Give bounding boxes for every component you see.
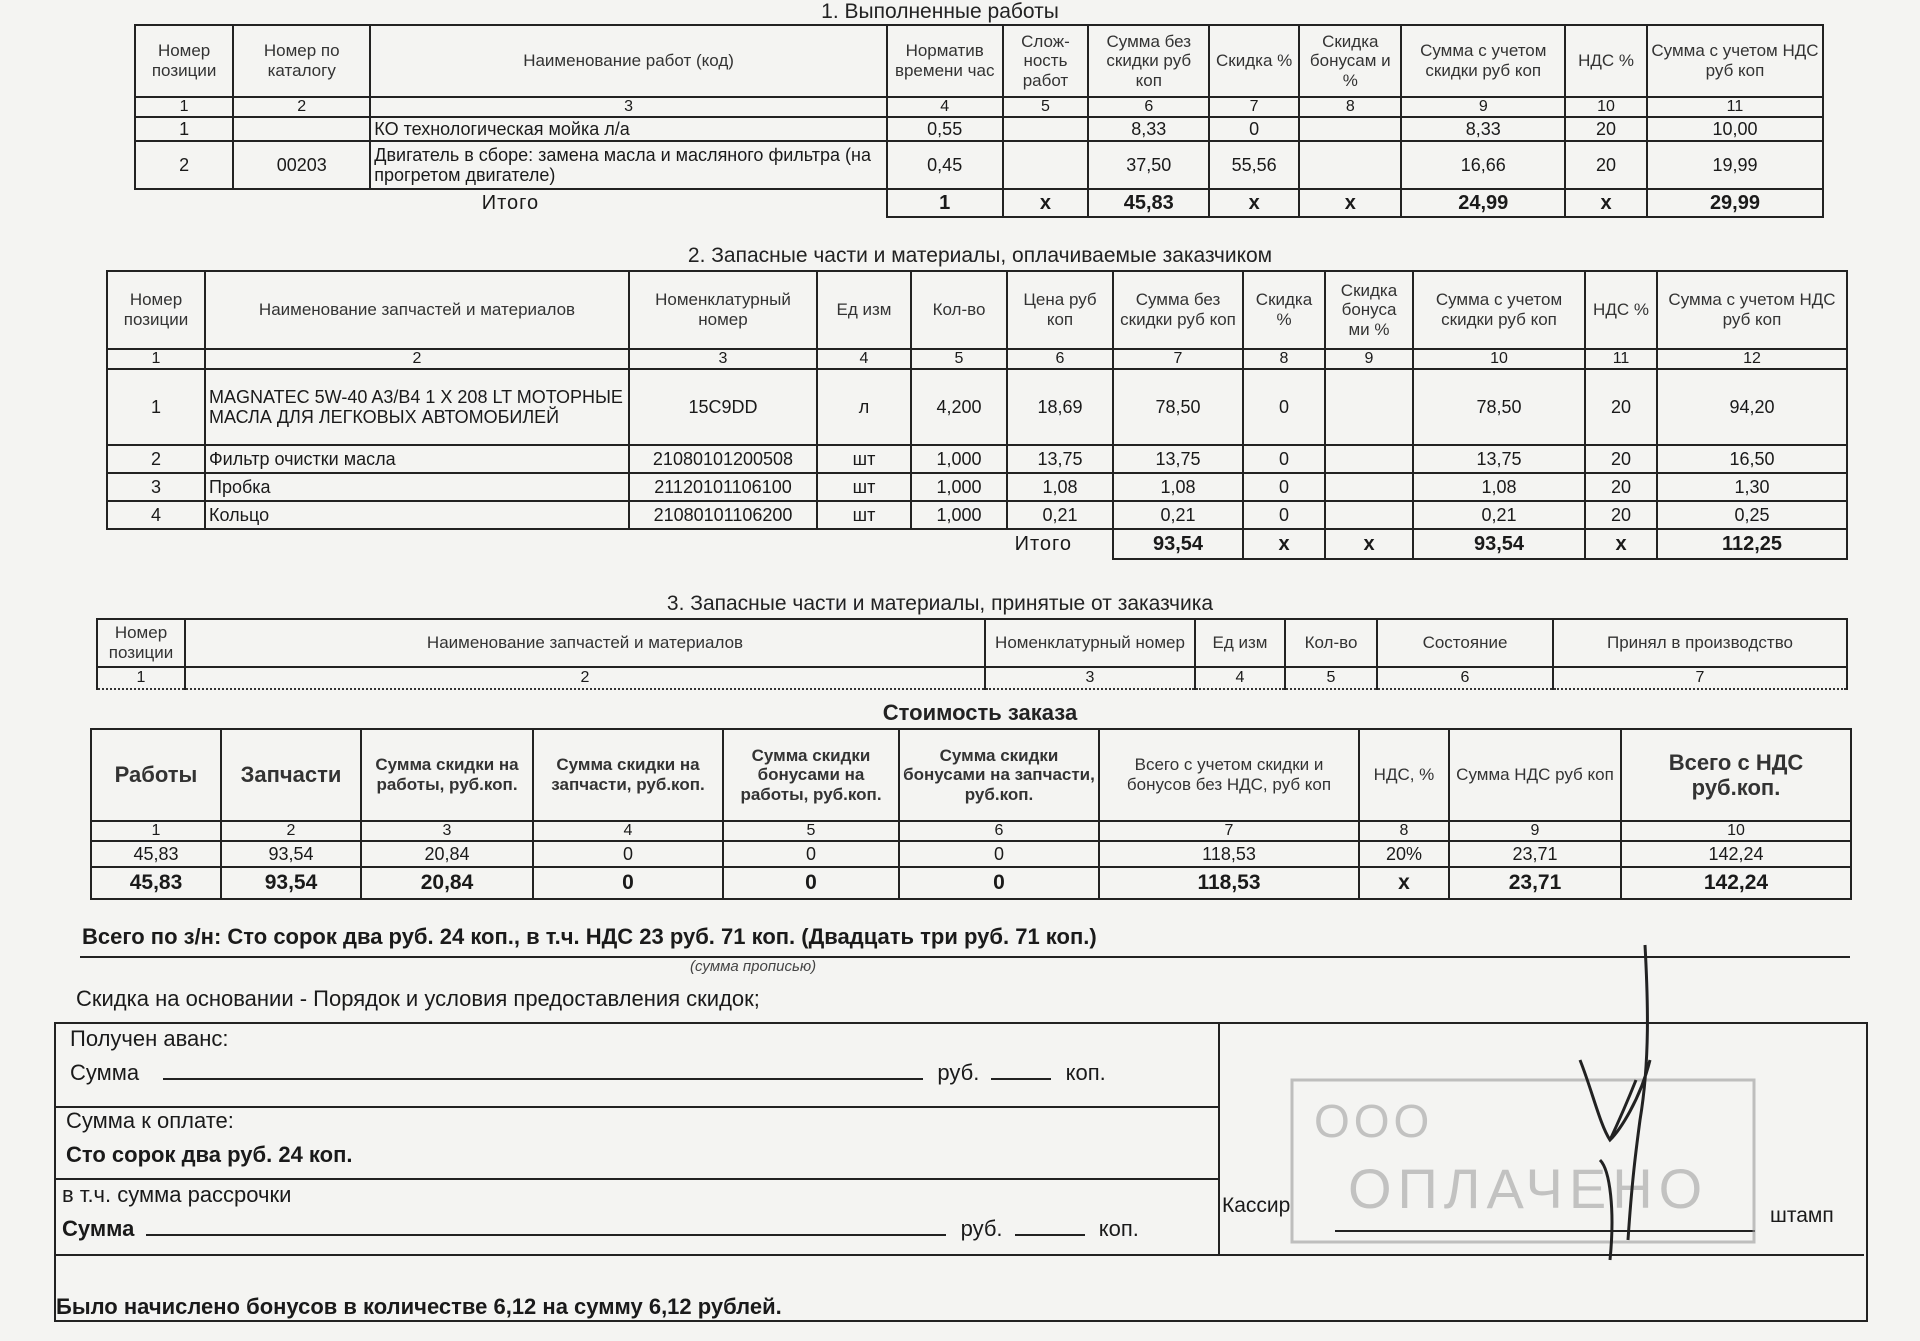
cell-time: 0,55 xyxy=(887,117,1003,141)
cell-sum: 13,75 xyxy=(1113,445,1243,473)
col-number: 2 xyxy=(205,349,629,369)
table-row xyxy=(107,369,1847,445)
table-row xyxy=(107,501,1847,529)
total-sum: 45,83 xyxy=(1088,189,1209,217)
section3-title: 3. Запасные части и материалы, принятые от заказчика xyxy=(666,592,1214,615)
total-vat: x xyxy=(1585,529,1657,559)
cell-sum: 78,50 xyxy=(1113,369,1243,445)
cell-sum-vat: 1,30 xyxy=(1657,473,1847,501)
divider xyxy=(54,1178,1218,1180)
cell-name: MAGNATEC 5W-40 A3/B4 1 X 208 LT МОТОРНЫЕ МАСЛА ДЛЯ ЛЕГКОВЫХ АВТОМОБИЛЕЙ xyxy=(205,369,629,445)
col-number: 7 xyxy=(1113,349,1243,369)
header-cell: Всего с НДС руб.коп. xyxy=(1621,729,1851,821)
col-number: 6 xyxy=(899,821,1099,841)
installment-sum-field[interactable] xyxy=(146,1216,946,1236)
header-cell: Принял в производство xyxy=(1553,619,1847,667)
total-complexity: x xyxy=(1003,189,1089,217)
cell-time: 0,45 xyxy=(887,141,1003,189)
cell-discount: 0 xyxy=(1243,445,1325,473)
signature-icon xyxy=(1540,940,1720,1270)
parts-table xyxy=(106,270,1848,560)
total-discount: x xyxy=(1243,529,1325,559)
header-cell: Сумма скидки бонусами на работы, руб.коп. xyxy=(723,729,899,821)
cell-bonus xyxy=(1325,501,1413,529)
advance-label: Получен аванс: xyxy=(70,1026,229,1051)
advance-sum-row xyxy=(70,1060,1106,1086)
cost-cell: 0 xyxy=(899,841,1099,867)
cost-cell: 45,83 xyxy=(91,841,221,867)
col-number: 1 xyxy=(91,821,221,841)
cell-pos: 3 xyxy=(107,473,205,501)
header-cell: Номер позиции xyxy=(107,271,205,349)
header-cell: НДС % xyxy=(1585,271,1657,349)
col-number: 11 xyxy=(1647,97,1823,117)
col-number: 3 xyxy=(629,349,817,369)
col-number: 6 xyxy=(1088,97,1209,117)
total-in-words: Всего по з/н: Сто сорок два руб. 24 коп., в т.ч. НДС 23 руб. 71 коп. (Двадцать три руб. 71 коп.) xyxy=(82,924,1097,949)
header-cell: Работы xyxy=(91,729,221,821)
col-number: 1 xyxy=(107,349,205,369)
cost-total-cell: x xyxy=(1359,867,1449,899)
stamp-label: штамп xyxy=(1770,1204,1834,1227)
stamp-text-top: ООО xyxy=(1314,1095,1434,1147)
cell-bonus xyxy=(1325,369,1413,445)
cell-discount: 55,56 xyxy=(1209,141,1299,189)
cell-sum-vat: 0,25 xyxy=(1657,501,1847,529)
col-number: 3 xyxy=(361,821,533,841)
header-cell: Состояние xyxy=(1377,619,1553,667)
col-number: 7 xyxy=(1553,667,1847,689)
header-cell: НДС % xyxy=(1565,25,1647,97)
installment-label: в т.ч. сумма рассрочки xyxy=(62,1182,292,1207)
col-number: 4 xyxy=(887,97,1003,117)
cost-cell: 142,24 xyxy=(1621,841,1851,867)
received-parts-table xyxy=(96,618,1848,690)
header-cell: НДС, % xyxy=(1359,729,1449,821)
total-discount: x xyxy=(1209,189,1299,217)
cell-sum-vat: 10,00 xyxy=(1647,117,1823,141)
header-cell: Кол-во xyxy=(1285,619,1377,667)
header-cell: Номенклатурный номер xyxy=(629,271,817,349)
header-cell: Запчасти xyxy=(221,729,361,821)
header-cell: Скидка бонусам и % xyxy=(1299,25,1401,97)
header-cell: Сумма с учетом скидки руб коп xyxy=(1413,271,1585,349)
col-number: 6 xyxy=(1377,667,1553,689)
table-row xyxy=(107,473,1847,501)
cell-discount: 0 xyxy=(1243,501,1325,529)
installment-sum-row xyxy=(62,1216,1139,1242)
total-sum-vat: 112,25 xyxy=(1657,529,1847,559)
cell-name: Фильтр очистки масла xyxy=(205,445,629,473)
header-cell: Слож-ность работ xyxy=(1003,25,1089,97)
header-cell: Сумма скидки бонусами на запчасти, руб.коп. xyxy=(899,729,1099,821)
total-sum: 93,54 xyxy=(1113,529,1243,559)
cell-pos: 2 xyxy=(135,141,233,189)
amount-in-words-note: (сумма прописью) xyxy=(690,958,817,975)
cell-name: Кольцо xyxy=(205,501,629,529)
kop-label: коп. xyxy=(1098,1216,1139,1241)
total-row xyxy=(107,529,1847,559)
cell-bonus xyxy=(1325,445,1413,473)
col-number: 11 xyxy=(1585,349,1657,369)
cell-price: 18,69 xyxy=(1007,369,1113,445)
cost-cell: 0 xyxy=(723,841,899,867)
header-cell: Наименование запчастей и материалов xyxy=(185,619,985,667)
cell-code: 21080101106200 xyxy=(629,501,817,529)
cell-unit: шт xyxy=(817,501,911,529)
cell-qty: 1,000 xyxy=(911,445,1007,473)
col-number: 9 xyxy=(1325,349,1413,369)
cost-total-cell: 0 xyxy=(533,867,723,899)
col-number: 10 xyxy=(1565,97,1647,117)
total-sum-disc: 24,99 xyxy=(1401,189,1565,217)
header-cell: Наименование работ (код) xyxy=(370,25,887,97)
cell-unit: шт xyxy=(817,445,911,473)
cell-pos: 2 xyxy=(107,445,205,473)
cell-sum-vat: 94,20 xyxy=(1657,369,1847,445)
cell-price: 13,75 xyxy=(1007,445,1113,473)
cost-total-cell: 142,24 xyxy=(1621,867,1851,899)
cell-price: 0,21 xyxy=(1007,501,1113,529)
cell-pos: 4 xyxy=(107,501,205,529)
col-number: 2 xyxy=(233,97,370,117)
cell-complexity xyxy=(1003,141,1089,189)
col-number: 4 xyxy=(533,821,723,841)
discount-basis: Скидка на основании - Порядок и условия предоставления скидок; xyxy=(76,986,760,1011)
cell-sum-disc: 16,66 xyxy=(1401,141,1565,189)
cost-cell: 93,54 xyxy=(221,841,361,867)
section1-title: 1. Выполненные работы xyxy=(821,0,1059,23)
cost-cell: 118,53 xyxy=(1099,841,1359,867)
col-number: 8 xyxy=(1243,349,1325,369)
header-cell: Скидка % xyxy=(1209,25,1299,97)
total-label: Итого xyxy=(107,529,1113,559)
col-number: 5 xyxy=(1003,97,1089,117)
cost-row xyxy=(91,841,1851,867)
col-number: 2 xyxy=(185,667,985,689)
cost-cell: 20,84 xyxy=(361,841,533,867)
cell-discount: 0 xyxy=(1209,117,1299,141)
cell-bonus xyxy=(1299,117,1401,141)
cell-sum-disc: 8,33 xyxy=(1401,117,1565,141)
advance-kop-field[interactable] xyxy=(991,1060,1051,1080)
cost-total-cell: 93,54 xyxy=(221,867,361,899)
rub-label: руб. xyxy=(960,1216,1003,1241)
cost-total-cell: 118,53 xyxy=(1099,867,1359,899)
cost-total-row xyxy=(91,867,1851,899)
cell-unit: шт xyxy=(817,473,911,501)
cell-sum-vat: 19,99 xyxy=(1647,141,1823,189)
header-cell: Сумма с учетом НДС руб коп xyxy=(1657,271,1847,349)
cost-cell: 0 xyxy=(533,841,723,867)
section2-title: 2. Запасные части и материалы, оплачиваемые заказчиком xyxy=(687,244,1273,267)
cell-discount: 0 xyxy=(1243,369,1325,445)
kop-label: коп. xyxy=(1065,1060,1106,1085)
col-number: 5 xyxy=(911,349,1007,369)
cell-sum-disc: 1,08 xyxy=(1413,473,1585,501)
header-cell: Номер позиции xyxy=(97,619,185,667)
col-number: 8 xyxy=(1299,97,1401,117)
header-cell: Номер позиции xyxy=(135,25,233,97)
cell-vat: 20 xyxy=(1565,117,1647,141)
total-bonus: x xyxy=(1299,189,1401,217)
cell-bonus xyxy=(1299,141,1401,189)
cost-cell: 20% xyxy=(1359,841,1449,867)
cell-bonus xyxy=(1325,473,1413,501)
cell-vat: 20 xyxy=(1585,369,1657,445)
col-number: 9 xyxy=(1401,97,1565,117)
header-cell: Сумма с учетом скидки руб коп xyxy=(1401,25,1565,97)
cost-cell: 23,71 xyxy=(1449,841,1621,867)
cell-sum-disc: 13,75 xyxy=(1413,445,1585,473)
table-row xyxy=(135,141,1823,189)
cell-unit: л xyxy=(817,369,911,445)
col-number: 10 xyxy=(1413,349,1585,369)
cost-total-cell: 20,84 xyxy=(361,867,533,899)
cost-total-cell: 23,71 xyxy=(1449,867,1621,899)
header-cell: Сумма без скидки руб коп xyxy=(1113,271,1243,349)
header-cell: Номенклатурный номер xyxy=(985,619,1195,667)
advance-sum-field[interactable] xyxy=(163,1060,923,1080)
cell-catalog xyxy=(233,117,370,141)
cell-price: 1,08 xyxy=(1007,473,1113,501)
header-cell: Наименование запчастей и материалов xyxy=(205,271,629,349)
total-sum-vat: 29,99 xyxy=(1647,189,1823,217)
header-cell: Сумма скидки на работы, руб.коп. xyxy=(361,729,533,821)
cell-code: 21080101200508 xyxy=(629,445,817,473)
table-row xyxy=(135,117,1823,141)
total-time: 1 xyxy=(887,189,1003,217)
cell-name: КО технологическая мойка л/а xyxy=(370,117,887,141)
total-vat: x xyxy=(1565,189,1647,217)
cell-sum: 8,33 xyxy=(1088,117,1209,141)
cell-vat: 20 xyxy=(1585,501,1657,529)
cashier-label: Кассир xyxy=(1222,1194,1291,1217)
cell-complexity xyxy=(1003,117,1089,141)
cell-qty: 1,000 xyxy=(911,473,1007,501)
col-number: 1 xyxy=(97,667,185,689)
header-cell: Ед изм xyxy=(1195,619,1285,667)
cell-code: 15C9DD xyxy=(629,369,817,445)
cell-code: 21120101106100 xyxy=(629,473,817,501)
cell-vat: 20 xyxy=(1585,473,1657,501)
bonus-note: Было начислено бонусов в количестве 6,12 на сумму 6,12 рублей. xyxy=(56,1294,782,1319)
cell-qty: 4,200 xyxy=(911,369,1007,445)
cell-vat: 20 xyxy=(1585,445,1657,473)
cell-sum: 0,21 xyxy=(1113,501,1243,529)
cost-total-cell: 0 xyxy=(723,867,899,899)
works-table xyxy=(134,24,1824,218)
cost-title: Стоимость заказа xyxy=(882,700,1078,725)
header-cell: Всего с учетом скидки и бонусов без НДС, руб коп xyxy=(1099,729,1359,821)
header-cell: Скидка бонуса ми % xyxy=(1325,271,1413,349)
col-number: 2 xyxy=(221,821,361,841)
cell-sum-vat: 16,50 xyxy=(1657,445,1847,473)
cell-catalog: 00203 xyxy=(233,141,370,189)
col-number: 5 xyxy=(1285,667,1377,689)
col-number: 8 xyxy=(1359,821,1449,841)
cell-sum-disc: 78,50 xyxy=(1413,369,1585,445)
header-cell: Сумма НДС руб коп xyxy=(1449,729,1621,821)
table-row xyxy=(107,445,1847,473)
col-number: 1 xyxy=(135,97,233,117)
cell-qty: 1,000 xyxy=(911,501,1007,529)
total-label: Итого xyxy=(135,189,887,217)
header-cell: Норматив времени час xyxy=(887,25,1003,97)
col-number: 12 xyxy=(1657,349,1847,369)
col-number: 4 xyxy=(1195,667,1285,689)
total-sum-disc: 93,54 xyxy=(1413,529,1585,559)
to-pay-label: Сумма к оплате: xyxy=(66,1108,234,1133)
col-number: 7 xyxy=(1209,97,1299,117)
to-pay-value: Сто сорок два руб. 24 коп. xyxy=(66,1142,353,1167)
col-number: 10 xyxy=(1621,821,1851,841)
rub-label: руб. xyxy=(937,1060,980,1085)
cost-total-cell: 0 xyxy=(899,867,1099,899)
col-number: 3 xyxy=(985,667,1195,689)
cell-discount: 0 xyxy=(1243,473,1325,501)
header-cell: Сумма с учетом НДС руб коп xyxy=(1647,25,1823,97)
col-number: 7 xyxy=(1099,821,1359,841)
col-number: 3 xyxy=(370,97,887,117)
sum-label: Сумма xyxy=(62,1216,135,1241)
cell-name: Двигатель в сборе: замена масла и масляного фильтра (на прогретом двигателе) xyxy=(370,141,887,189)
cell-pos: 1 xyxy=(107,369,205,445)
col-number: 9 xyxy=(1449,821,1621,841)
cell-vat: 20 xyxy=(1565,141,1647,189)
header-cell: Номер по каталогу xyxy=(233,25,370,97)
header-cell: Цена руб коп xyxy=(1007,271,1113,349)
cell-pos: 1 xyxy=(135,117,233,141)
col-number: 4 xyxy=(817,349,911,369)
col-number: 6 xyxy=(1007,349,1113,369)
stamp-text-main: ОПЛАЧЕНО xyxy=(1348,1157,1709,1220)
header-cell: Сумма скидки на запчасти, руб.коп. xyxy=(533,729,723,821)
cell-sum: 1,08 xyxy=(1113,473,1243,501)
total-row xyxy=(135,189,1823,217)
col-number: 5 xyxy=(723,821,899,841)
sum-label: Сумма xyxy=(70,1060,140,1085)
cost-total-cell: 45,83 xyxy=(91,867,221,899)
cell-sum-disc: 0,21 xyxy=(1413,501,1585,529)
header-cell: Скидка % xyxy=(1243,271,1325,349)
installment-kop-field[interactable] xyxy=(1015,1216,1085,1236)
header-cell: Сумма без скидки руб коп xyxy=(1088,25,1209,97)
order-cost-table xyxy=(90,728,1852,900)
header-cell: Ед изм xyxy=(817,271,911,349)
cell-name: Пробка xyxy=(205,473,629,501)
total-bonus: x xyxy=(1325,529,1413,559)
header-cell: Кол-во xyxy=(911,271,1007,349)
cell-sum: 37,50 xyxy=(1088,141,1209,189)
